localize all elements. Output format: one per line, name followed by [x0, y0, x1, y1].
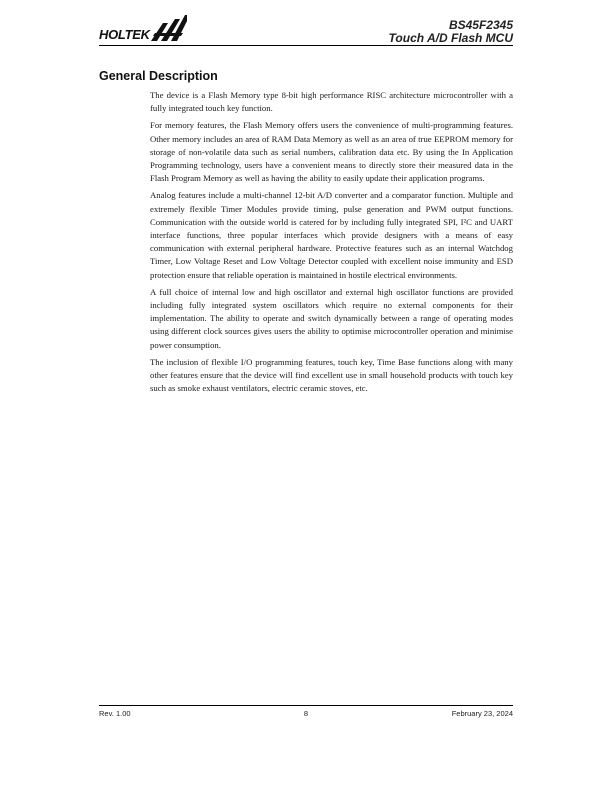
holtek-logo [99, 13, 189, 43]
paragraph: For memory features, the Flash Memory offers users the convenience of multi-programming features. Other memory includes an area of RAM Data Memory as well as an area of true EEPROM memory for storage of non-volatile data such as serial numbers, calibration data etc. By using the In Application Programming technology, users have a convenient means to directly store their measured data in the Flash Program Memory as well as having the ability to easily update their application programs. [150, 120, 513, 184]
paragraph: A full choice of internal low and high oscillator and external high oscillator functions are provided including fully integrated system oscillators which require no external components for their implementation. The ability to operate and switch dynamically between a range of operating modes using different clock sources gives users the ability to optimise microcontroller operation and minimise power consumption. [150, 286, 513, 350]
paragraph: Analog features include a multi-channel 12-bit A/D converter and a comparator function. Multiple and extremely flexible Timer Modules provide timing, pulse generation and PWM output functions. Communication with the outside world is catered for by including fully integrated SPI, I²C and UART interface functions, three popular interfaces which provide designers with a means of easy communication with external peripheral hardware. Protective features such as an internal Watchdog Timer, Low Voltage Reset and Low Voltage Detector coupled with excellent noise immunity and ESD protection ensure that reliable operation is maintained in hostile electrical environments. [150, 190, 513, 280]
paragraph: The device is a Flash Memory type 8-bit high performance RISC architecture microcontroller with a fully integrated touch key function. [150, 90, 513, 114]
section-body [150, 89, 513, 399]
holtek-logo-mark-icon [149, 13, 187, 43]
document-header [389, 19, 513, 45]
footer-revision: Rev. 1.00 [99, 709, 131, 718]
footer-date: February 23, 2024 [451, 709, 513, 718]
footer-page-number: 8 [303, 709, 309, 718]
paragraph: The inclusion of flexible I/O programming features, touch key, Time Base functions along with many other features ensure that the device will find excellent use in small household products with touch key such as smoke exhaust ventilators, electric ceramic stoves, etc. [150, 356, 513, 394]
part-number: BS45F2345 [448, 18, 513, 32]
section-title: General Description [99, 69, 218, 83]
product-title: Touch A/D Flash MCU [388, 31, 513, 45]
header-divider [99, 45, 513, 46]
logo-text: HOLTEK [99, 27, 150, 42]
footer-divider [99, 705, 513, 706]
